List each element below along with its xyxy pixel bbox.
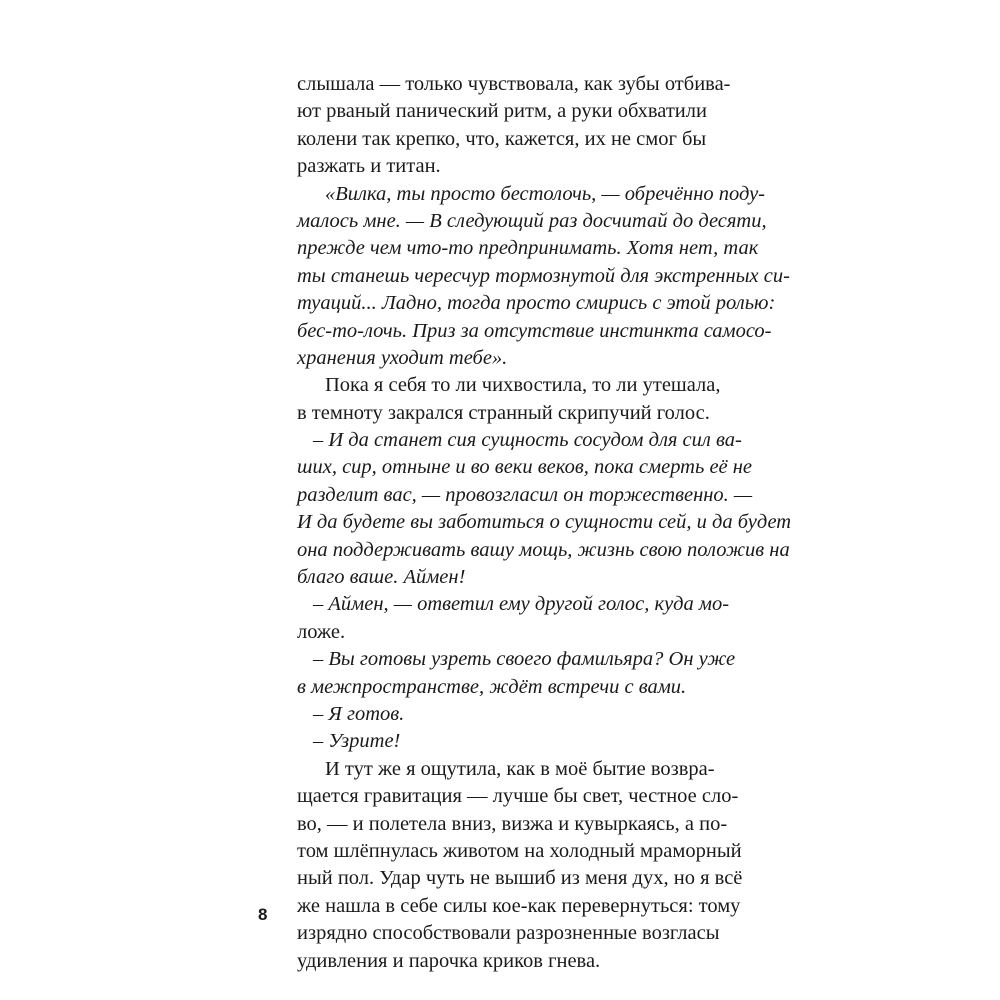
text-line: ты станешь чересчур тормознутой для экстренных си- — [297, 264, 790, 287]
text-line: прежде чем что-то предпринимать. Хотя нет, так — [297, 237, 759, 260]
text-line: колени так крепко, что, кажется, их не смог бы — [297, 127, 707, 150]
text-line: – И да станет сия сущность сосудом для сил ва- — [313, 429, 742, 452]
text-line: туаций... Ладно, тогда просто смирись с этой ролью: — [297, 292, 776, 315]
text-line: хранения уходит тебе». — [297, 346, 508, 369]
text-line: ших, сир, отныне и во веки веков, пока смерть её не — [297, 456, 753, 479]
text-line: – Аймен, — ответил ему другой голос, куда мо- — [313, 593, 730, 616]
text-line: слышала — только чувствовала, как зубы отбива- — [297, 73, 731, 95]
text-line: благо ваше. Аймен! — [297, 566, 466, 589]
text-line: «Вилка, ты просто бестолочь, — обречённо поду- — [325, 182, 765, 205]
text-line: ный пол. Удар чуть не вышиб из меня дух, но я всё — [297, 867, 743, 890]
text-line: щается гравитация — лучше бы свет, честное сло- — [297, 785, 739, 808]
text-line: ложе. — [297, 620, 346, 643]
text-line: же нашла в себе силы кое-как перевернуться: тому — [297, 894, 741, 917]
text-line: в темноту закрался странный скрипучий голос. — [297, 401, 710, 424]
text-line: она поддерживать вашу мощь, жизнь свою положив на — [297, 538, 790, 561]
text-line: – Узрите! — [313, 730, 401, 753]
text-line: – Вы готовы узреть своего фамильяра? Он уже — [313, 648, 736, 671]
text-line: – Я готов. — [313, 702, 405, 725]
text-line: малось мне. — В следующий раз досчитай до десяти, — [297, 209, 767, 232]
text-line: разжать и титан. — [297, 155, 441, 178]
text-line: ют рваный панический ритм, а руки обхватили — [297, 100, 707, 123]
body-text — [297, 71, 792, 975]
text-line: том шлёпнулась животом на холодный мраморный — [297, 839, 742, 862]
text-line: во, — и полетела вниз, визжа и кувыркаясь, а по- — [297, 812, 728, 835]
text-line: И тут же я ощутила, как в моё бытие возвра- — [325, 757, 715, 780]
text-line: Пока я себя то ли чихвостила, то ли утешала, — [325, 374, 721, 397]
text-line: изрядно способствовали разрозненные возгласы — [297, 922, 720, 945]
text-line: И да будете вы заботиться о сущности сей, и да будет — [297, 511, 792, 534]
text-line: разделит вас, — провозгласил он торжественно. — — [297, 483, 753, 506]
page-number: 8 — [258, 905, 268, 924]
text-line: в межпространстве, ждёт встречи с вами. — [297, 675, 687, 698]
text-line: бес-то-лочь. Приз за отсутствие инстинкта самосо- — [297, 319, 772, 342]
text-line: удивления и парочка криков гнева. — [297, 949, 601, 972]
